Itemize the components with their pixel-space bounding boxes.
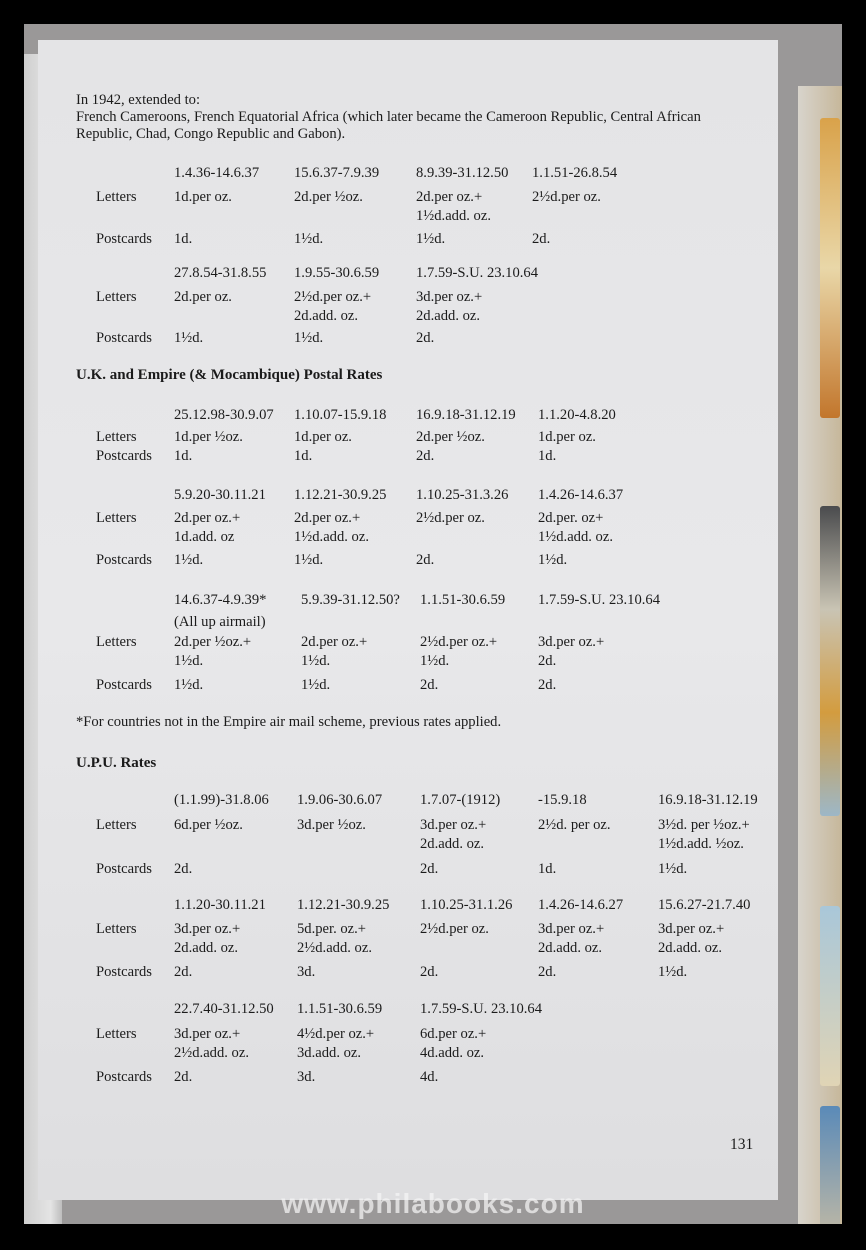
letter-rate: 1½d.add. ½oz. (658, 836, 744, 852)
letter-rate: 2d.add. oz. (174, 940, 239, 956)
postcard-rate: 2d. (174, 861, 193, 877)
row-label-postcards: Postcards (96, 231, 152, 247)
rate-period-date: 1.12.21-30.9.25 (294, 487, 387, 503)
letter-rate: 4½d.per oz.+ (297, 1026, 375, 1042)
letter-rate: 2½d.add. oz. (174, 1045, 249, 1061)
row-label-postcards: Postcards (96, 677, 152, 693)
postcard-rate: 1½d. (174, 552, 204, 568)
letter-rate: 2½d.per oz. (420, 921, 489, 937)
letter-rate: 2d.add. oz. (538, 940, 603, 956)
letter-rate: 2d.add. oz. (658, 940, 723, 956)
letter-rate: 3d.add. oz. (297, 1045, 362, 1061)
letter-rate: 6d.per ½oz. (174, 817, 243, 833)
rate-period-date: 1.9.06-30.6.07 (297, 792, 383, 808)
postcard-rate: 2d. (420, 964, 439, 980)
postcard-rate: 2d. (416, 330, 435, 346)
postcard-rate: 1½d. (301, 677, 331, 693)
rate-period-date: 1.1.20-4.8.20 (538, 407, 616, 423)
postcard-rate: 1½d. (658, 861, 688, 877)
postcard-rate: 1d. (294, 448, 313, 464)
intro-line-2: French Cameroons, French Equatorial Africa (which later became the Cameroon Republic, Central African Republic, Chad, Congo Republic and Gabon). (76, 109, 701, 142)
letter-rate: 2d.per ½oz. (416, 429, 485, 445)
row-label-letters: Letters (96, 1026, 137, 1042)
row-label-postcards: Postcards (96, 552, 152, 568)
letter-rate: 2d.per. oz+ (538, 510, 604, 526)
letter-rate: 6d.per oz.+ (420, 1026, 487, 1042)
letter-rate: 5d.per. oz.+ (297, 921, 367, 937)
postcard-rate: 2d. (416, 448, 435, 464)
rate-period-date: 1.10.25-31.3.26 (416, 487, 509, 503)
intro-text (76, 92, 736, 143)
rate-period-date: 1.1.51-26.8.54 (532, 165, 618, 181)
rate-period-date: 1.7.07-(1912) (420, 792, 501, 808)
letter-rate: 1d.per oz. (294, 429, 352, 445)
letter-rate: 2½d.add. oz. (297, 940, 372, 956)
row-label-postcards: Postcards (96, 861, 152, 877)
postcard-rate: 4d. (420, 1069, 439, 1085)
rate-period-date: 1.12.21-30.9.25 (297, 897, 390, 913)
letter-rate: 1½d.add. oz. (538, 529, 613, 545)
illustration-thumbnail (820, 506, 840, 816)
rate-period-date: 27.8.54-31.8.55 (174, 265, 267, 281)
postcard-rate: 1½d. (538, 552, 568, 568)
letter-rate: 3d.per oz.+ (420, 817, 487, 833)
row-label-letters: Letters (96, 289, 137, 305)
letter-rate: 1d.per oz. (538, 429, 596, 445)
postcard-rate: 2d. (538, 964, 557, 980)
postcard-rate: 1d. (174, 448, 193, 464)
footnote: *For countries not in the Empire air mail scheme, previous rates applied. (76, 714, 502, 730)
postcard-rate: 2d. (420, 677, 439, 693)
letter-rate: 3d.per oz.+ (538, 634, 605, 650)
row-label-postcards: Postcards (96, 448, 152, 464)
postcard-rate: 2d. (420, 861, 439, 877)
postcard-rate: 2d. (538, 677, 557, 693)
rate-period-date: 1.7.59-S.U. 23.10.64 (420, 1001, 543, 1017)
rate-period-date: 1.10.25-31.1.26 (420, 897, 513, 913)
rate-period-date: 14.6.37-4.9.39* (174, 592, 267, 608)
postcard-rate: 1½d. (174, 330, 204, 346)
letter-rate: 2d.per ½oz.+ (174, 634, 252, 650)
postcard-rate: 3d. (297, 1069, 316, 1085)
letter-rate: 2½d.per oz. (532, 189, 601, 205)
rate-period-date: 22.7.40-31.12.50 (174, 1001, 274, 1017)
rate-period-date: 16.9.18-31.12.19 (658, 792, 758, 808)
postcard-rate: 1½d. (294, 330, 324, 346)
illustration-thumbnail (820, 906, 840, 1086)
letter-rate: 1d.per ½oz. (174, 429, 243, 445)
row-label-letters: Letters (96, 189, 137, 205)
postcard-rate: 1½d. (294, 231, 324, 247)
rate-period-date: 1.1.51-30.6.59 (297, 1001, 383, 1017)
letter-rate: 1½d.add. oz. (294, 529, 369, 545)
rate-period-date: 1.7.59-S.U. 23.10.64 (416, 265, 539, 281)
row-label-letters: Letters (96, 921, 137, 937)
letter-rate: 2½d.per oz. (416, 510, 485, 526)
rate-period-date: 8.9.39-31.12.50 (416, 165, 509, 181)
letter-rate: 3d.per oz.+ (174, 1026, 241, 1042)
letter-rate: 2½d.per oz.+ (420, 634, 498, 650)
section-heading-upu: U.P.U. Rates (76, 755, 157, 771)
page-number: 131 (730, 1136, 754, 1153)
letter-rate: 2d.per oz.+ (301, 634, 368, 650)
rate-period-date: 1.4.36-14.6.37 (174, 165, 260, 181)
letter-rate: 1½d.add. oz. (416, 208, 491, 224)
rate-period-date: 15.6.27-21.7.40 (658, 897, 751, 913)
letter-rate: 1½d. (420, 653, 450, 669)
rate-period-date: 1.7.59-S.U. 23.10.64 (538, 592, 661, 608)
letter-rate: 2d.add. oz. (420, 836, 485, 852)
background-book (798, 86, 842, 1224)
letter-rate: 2d.add. oz. (294, 308, 359, 324)
letter-rate: 3d.per oz.+ (174, 921, 241, 937)
rate-period-date: 1.1.20-30.11.21 (174, 897, 266, 913)
row-label-letters: Letters (96, 634, 137, 650)
letter-rate: 3d.per ½oz. (297, 817, 366, 833)
watermark: www.philabooks.com (281, 1188, 585, 1219)
row-label-letters: Letters (96, 429, 137, 445)
row-label-letters: Letters (96, 510, 137, 526)
letter-rate: 4d.add. oz. (420, 1045, 485, 1061)
postcard-rate: 1½d. (658, 964, 688, 980)
postcard-rate: 1d. (538, 861, 557, 877)
rate-period-date: 25.12.98-30.9.07 (174, 407, 274, 423)
postcard-rate: 2d. (174, 964, 193, 980)
letter-rate: 2d. (538, 653, 557, 669)
rate-period-date: 15.6.37-7.9.39 (294, 165, 380, 181)
rate-period-date: 1.10.07-15.9.18 (294, 407, 387, 423)
rate-period-date: -15.9.18 (538, 792, 587, 808)
letter-rate: 1½d. (301, 653, 331, 669)
postcard-rate: 2d. (174, 1069, 193, 1085)
postcard-rate: 1d. (174, 231, 193, 247)
letter-rate: 2d.add. oz. (416, 308, 481, 324)
letter-rate: 2d.per oz.+ (294, 510, 361, 526)
letter-rate: 2d.per oz. (174, 289, 232, 305)
letter-rate: 1½d. (174, 653, 204, 669)
postcard-rate: 3d. (297, 964, 316, 980)
letter-rate: 2d.per ½oz. (294, 189, 363, 205)
rate-period-date: 1.4.26-14.6.37 (538, 487, 624, 503)
rate-period-date: 1.1.51-30.6.59 (420, 592, 506, 608)
section-heading-uk-empire: U.K. and Empire (& Mocambique) Postal Rates (76, 367, 383, 383)
letter-rate: 1d.per oz. (174, 189, 232, 205)
row-label-postcards: Postcards (96, 964, 152, 980)
postcard-rate: 2d. (532, 231, 551, 247)
letter-rate: 3d.per oz.+ (658, 921, 725, 937)
postcard-rate: 1½d. (416, 231, 446, 247)
postcard-rate: 1½d. (294, 552, 324, 568)
letter-rate: 1d.add. oz (174, 529, 235, 545)
letter-rate: 3d.per oz.+ (416, 289, 483, 305)
rate-period-date: 16.9.18-31.12.19 (416, 407, 516, 423)
rate-period-date: 5.9.20-30.11.21 (174, 487, 266, 503)
rate-period-date: (1.1.99)-31.8.06 (174, 792, 269, 808)
letter-rate: 2½d. per oz. (538, 817, 611, 833)
rate-period-date: 1.4.26-14.6.27 (538, 897, 624, 913)
rate-period-date: 1.9.55-30.6.59 (294, 265, 380, 281)
postcard-rate: 1d. (538, 448, 557, 464)
row-label-postcards: Postcards (96, 1069, 152, 1085)
letter-rate: 2d.per oz.+ (416, 189, 483, 205)
book-page (38, 40, 778, 1200)
airmail-note: (All up airmail) (174, 614, 266, 630)
letter-rate: 3½d. per ½oz.+ (658, 817, 750, 833)
rate-period-date: 5.9.39-31.12.50? (301, 592, 400, 608)
letter-rate: 2½d.per oz.+ (294, 289, 372, 305)
intro-line-1: In 1942, extended to: (76, 92, 201, 108)
postcard-rate: 2d. (416, 552, 435, 568)
postcard-rate: 1½d. (174, 677, 204, 693)
row-label-letters: Letters (96, 817, 137, 833)
row-label-postcards: Postcards (96, 330, 152, 346)
letter-rate: 3d.per oz.+ (538, 921, 605, 937)
illustration-thumbnail (820, 118, 840, 418)
letter-rate: 2d.per oz.+ (174, 510, 241, 526)
